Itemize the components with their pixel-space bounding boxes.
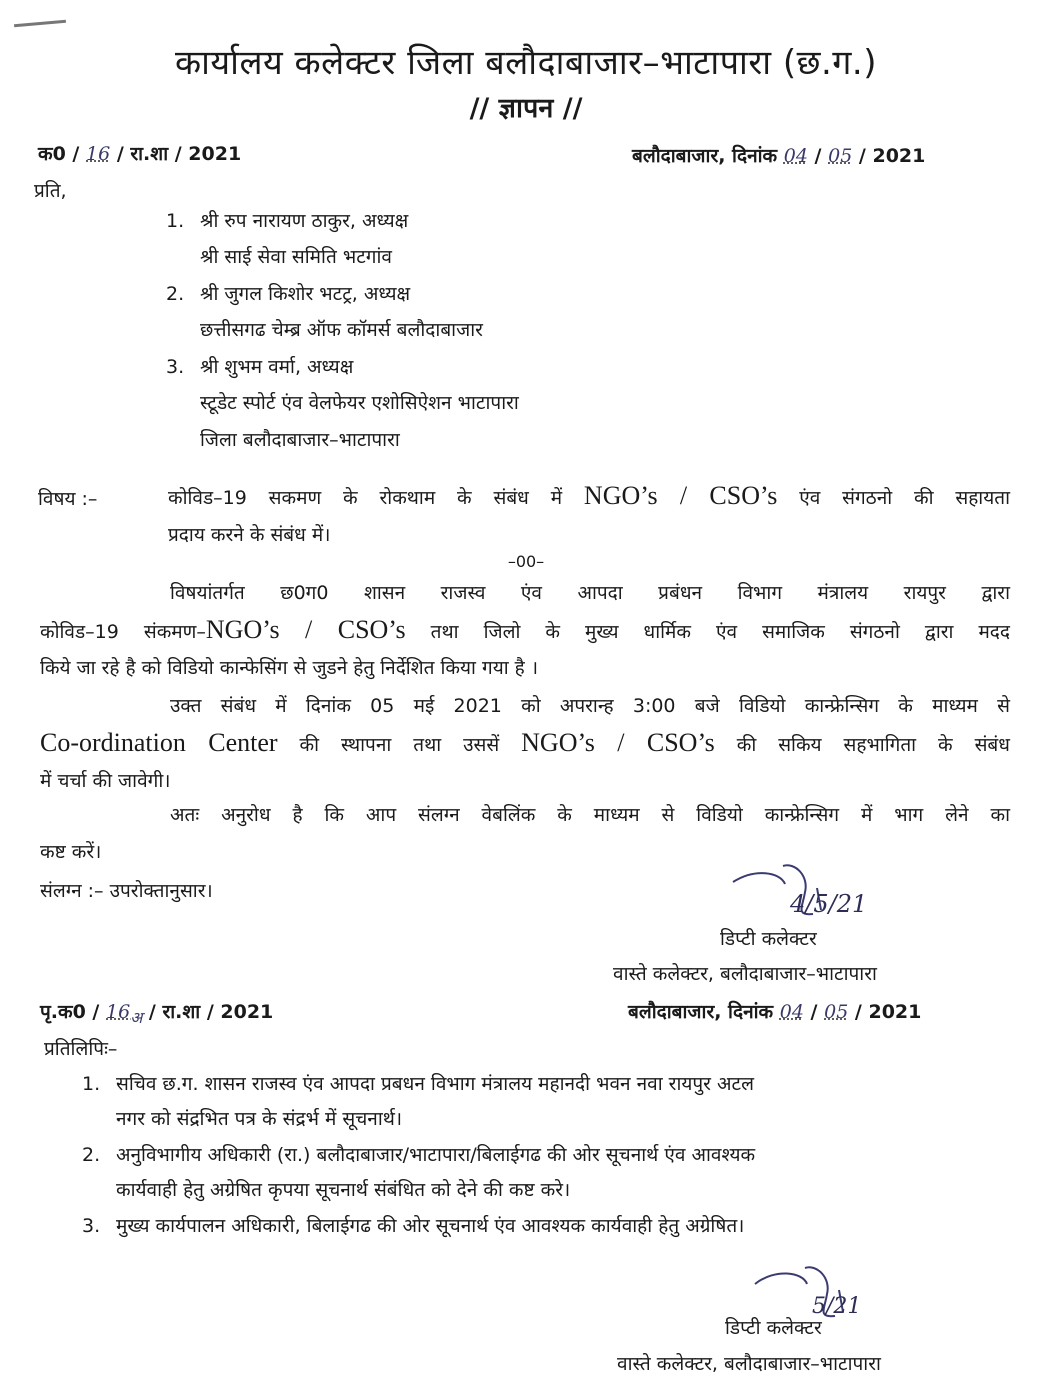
paragraph-1: विषयांतर्गत छ0ग0 शासन राजस्व एंव आपदा प्रबंधन विभाग मंत्रालय रायपुर द्वारा कोविड–19 संकमण–NGO’s / CSO’s तथा जिलो के मुख्य धार्मिक एंव समाजिक संगठनो द्वारा मदद किये जा रहे है को विडियो कान्फेसिंग से जुडने हेतु निर्देशित किया गया है । <box>40 582 1010 679</box>
handwritten-month: 05 <box>828 145 853 167</box>
copy-reference-date: बलौदाबाजार, दिनांक 04 / 05 / 2021 <box>628 1001 922 1023</box>
recipient-3-org: स्टूडेट स्पोर्ट एंव वेलफेयर एशोसिऐशन भाटापारा <box>200 392 519 414</box>
recipient-1-org: श्री साई सेवा समिति भटगांव <box>200 246 392 268</box>
signature-2-date: 5/21 <box>812 1294 862 1319</box>
subject-text: कोविड–19 सकमण के रोकथाम के संबंध में NGO’s / CSO’s एंव संगठनो की सहायता प्रदाय करने के संबंध में। <box>168 481 1010 546</box>
signature-1-on-behalf: वास्ते कलेक्टर, बलौदाबाजार–भाटापारा <box>613 963 877 985</box>
signature-1-designation: डिप्टी कलेक्टर <box>720 928 817 950</box>
handwritten-ref-number: 16 <box>86 143 111 165</box>
handwritten-copy-month: 05 <box>824 1001 849 1023</box>
separator: –00– <box>507 552 545 571</box>
copy-2: 2. अनुविभागीय अधिकारी (रा.) बलौदाबाजार/भाटापारा/बिलाईगढ की ओर सूचनार्थ एंव आवश्यक <box>82 1144 756 1166</box>
copy-label: प्रतिलिपिः– <box>44 1038 118 1060</box>
to-label: प्रति, <box>34 180 67 202</box>
handwritten-copy-day: 04 <box>779 1001 804 1023</box>
reference-number: क0 / 16 / रा.शा / 2021 <box>38 143 242 165</box>
paragraph-3: अतः अनुरोध है कि आप संलग्न वेबलिंक के माध्यम से विडियो कान्फ्रेन्सिग में भाग लेने का कष्ट करें। <box>40 804 1010 863</box>
copy-1-cont: नगर को संद्रभित पत्र के संद्रर्भ में सूचनार्थ। <box>116 1108 403 1130</box>
signature-2-on-behalf: वास्ते कलेक्टर, बलौदाबाजार–भाटापारा <box>617 1353 881 1375</box>
recipient-2: 2. श्री जुगल किशोर भटट्र, अध्यक्ष <box>166 283 411 305</box>
paragraph-2: उक्त संबंध में दिनांक 05 मई 2021 को अपरान्ह 3:00 बजे विडियो कान्फ्रेन्सिग के माध्यम से Co-ordination Center की स्थापना तथा उससें NGO’s / CSO’s की सकिय सहभागिता के संबंध में चर्चा की जावेगी। <box>40 695 1010 792</box>
recipient-1: 1. श्री रुप नारायण ठाकुर, अध्यक्ष <box>166 210 409 232</box>
handwritten-copy-number: $16_अ$ <box>106 1001 143 1027</box>
signature-1-date: 4/5/21 <box>790 890 868 918</box>
enclosure: संलग्न :– उपरोक्तानुसार। <box>40 880 213 902</box>
copy-3: 3. मुख्य कार्यपालन अधिकारी, बिलाईगढ की ओर सूचनार्थ एंव आवश्यक कार्यवाही हेतु अग्रेषित। <box>82 1215 745 1237</box>
memo-heading: // ज्ञापन // <box>469 93 583 124</box>
recipient-3-district: जिला बलौदाबाजार–भाटापारा <box>200 429 400 451</box>
scan-mark <box>14 20 66 28</box>
recipient-2-org: छत्तीसगढ चेम्ब्र ऑफ कॉमर्स बलौदाबाजार <box>200 319 483 341</box>
subject-label: विषय :– <box>38 488 98 510</box>
signature-2-designation: डिप्टी कलेक्टर <box>725 1317 822 1339</box>
copy-reference-number: पृ.क0 / $16_अ$ / रा.शा / 2021 <box>40 1001 274 1027</box>
handwritten-day: 04 <box>783 145 808 167</box>
copy-2-cont: कार्यवाही हेतु अग्रेषित कृपया सूचनार्थ संबंधित को देने की कष्ट करे। <box>116 1179 571 1201</box>
copy-1: 1. सचिव छ.ग. शासन राजस्व एंव आपदा प्रबधन विभाग मंत्रालय महानदी भवन नवा रायपुर अटल <box>82 1073 754 1095</box>
office-title: कार्यालय कलेक्टर जिला बलौदाबाजार–भाटापारा (छ.ग.) <box>175 43 877 83</box>
recipient-3: 3. श्री शुभम वर्मा, अध्यक्ष <box>166 356 354 378</box>
reference-date: बलौदाबाजार, दिनांक 04 / 05 / 2021 <box>632 145 926 167</box>
